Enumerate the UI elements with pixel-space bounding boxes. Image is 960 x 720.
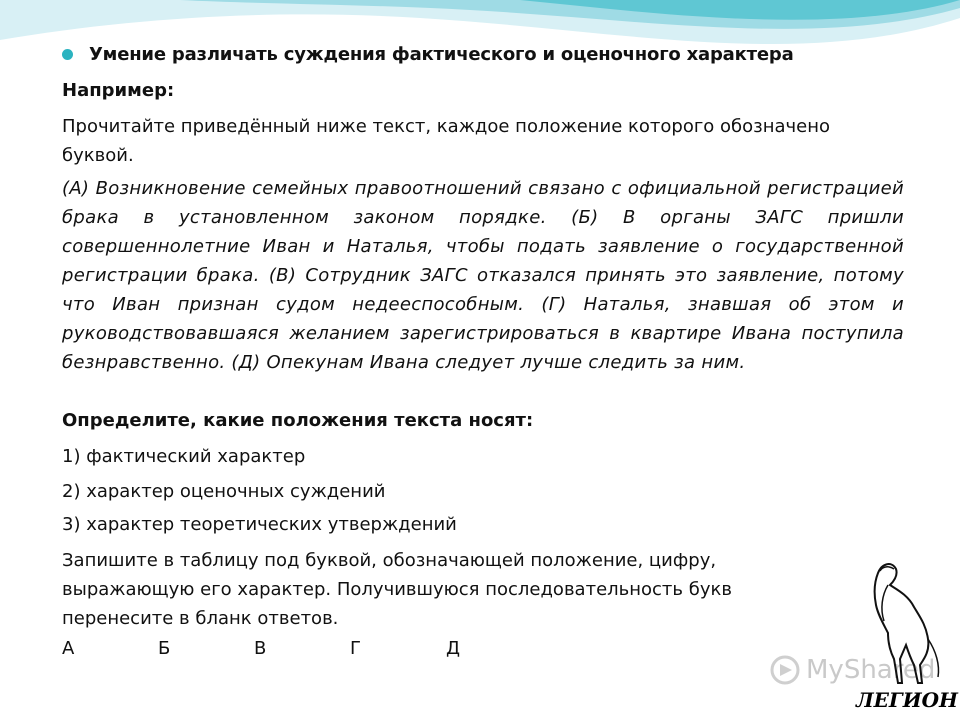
answer-letters — [62, 638, 542, 659]
watermark-text: MyShared — [806, 655, 936, 685]
letter-g: Г — [350, 638, 361, 659]
option-2: 2) характер оценочных суждений — [62, 481, 386, 502]
example-label: Например: — [62, 80, 175, 101]
myshared-logo-icon — [770, 655, 800, 685]
instruction-text: Запишите в таблицу под буквой, обозначающей положение, цифру, выражающую его характер. Получившуюся последовательность букв перенесите в бланк ответов. — [62, 550, 732, 629]
determine-text: Определите, какие положения текста носят: — [62, 410, 534, 431]
option-1: 1) фактический характер — [62, 446, 306, 467]
logo-text: ЛЕГИОН — [856, 688, 958, 712]
passage-text: (А) Возникновение семейных правоотношений связано с официальной регистрацией брака в установленном законом порядке. (Б) В органы ЗАГС пришли совершеннолетние Иван и Наталья, чтобы подать заявление о государственной регистрации брака. (В) Сотрудник ЗАГС отказался принять это заявление, потому что Иван признан судом недееспособным. (Г) Наталья, знавшая об этом и руководствовавшаяся желанием зарегистрироваться в квартире Ивана поступила безнравственно. (Д) Опекунам Ивана следует лучше следить за ним. — [62, 178, 904, 373]
bullet-heading — [62, 44, 922, 65]
letter-v: В — [254, 638, 267, 659]
letter-d: Д — [446, 638, 461, 659]
bullet-dot-icon — [62, 49, 73, 60]
heading-text: Умение различать суждения фактического и оценочного характера — [89, 44, 794, 65]
letter-b: Б — [158, 638, 171, 659]
task-text: Прочитайте приведённый ниже текст, каждое положение которого обозначено буквой. — [62, 116, 831, 166]
option-3: 3) характер теоретических утверждений — [62, 514, 457, 535]
letter-a: А — [62, 638, 75, 659]
